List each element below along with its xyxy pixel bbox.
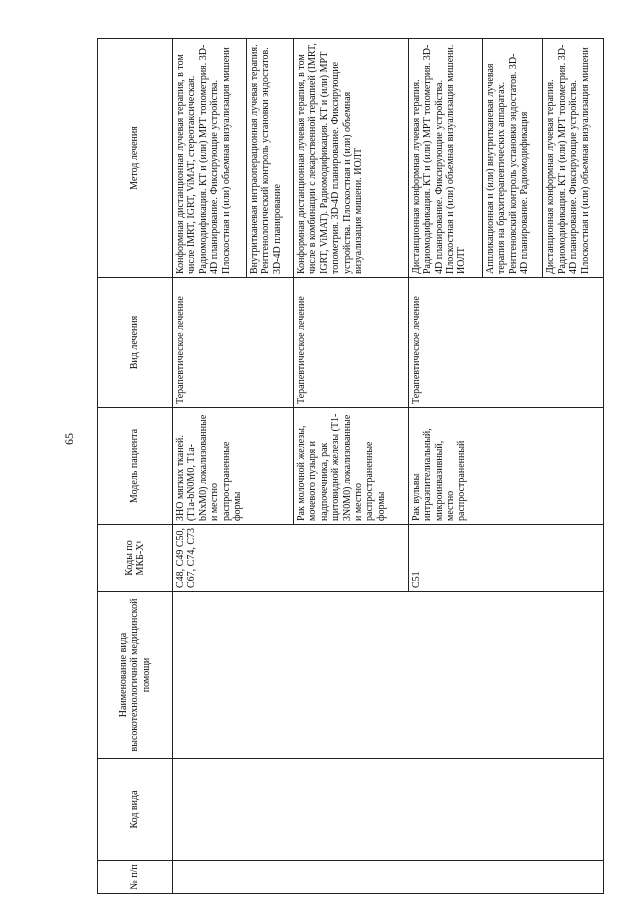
header-treatment-type: Вид лечения	[98, 278, 173, 408]
cell-treatment-type: Терапевтическое лечение	[408, 278, 603, 408]
header-icd-codes: Коды по МКБ-X¹	[98, 525, 173, 592]
cell-treatment-method: Дистанционная конформная лучевая терапия. Радиомодификация. КТ и (или) МРТ топометрия. 3D-4D планирование. Фиксирующие устройства. Плоскостная и (или) объемная визуализация мишени. ИОЛТ	[408, 39, 482, 278]
page-number: 65	[62, 433, 76, 445]
cell-treatment-method: Дистанционная конформная лучевая терапия. Радиомодификация. КТ и (или) МРТ топометрия. 3D-4D планирование. Фиксирующие устройства. Плоскостная и (или) объемная визуализация мишени	[543, 39, 604, 278]
cell-patient-model: Рак вульвы интраэпителиальный, микроинвазивный, местно распространенный	[408, 408, 603, 525]
cell-treatment-type: Терапевтическое лечение	[173, 278, 294, 408]
cell-patient-model: ЗНО мягких тканей. (T1a-bN0M0, T1a-bNxM0) локализованные и местно распространенные формы	[173, 408, 294, 525]
cell-patient-model: Рак молочной железы, мочевого пузыря и надпочечника, рак щитовидной железы (T1-3N0M0) локализованные и местно распространенные формы	[293, 408, 408, 525]
cell-num	[173, 861, 604, 894]
cell-type-code	[173, 759, 604, 861]
cell-treatment-method: Конформная дистанционная лучевая терапия, в том числе IMRT, IGRT, ViMAT, стереотаксическая. Радиомодификация. КТ и (или) МРТ топометрия. 3D-4D планирование. Фиксирующие устройства. Плоскостная и (или) объемная визуализация мишени	[173, 39, 247, 278]
rotated-page	[97, 39, 604, 894]
header-treatment-method: Метод лечения	[98, 39, 173, 278]
cell-treatment-method: Внутритканевая интраоперационная лучевая терапия. Рентгенологический контроль установки эндостатов. 3D-4D планирование	[247, 39, 294, 278]
table-row	[173, 39, 247, 894]
cell-icd-codes: C48, C49 C50, C67, C74, C73	[173, 525, 409, 592]
header-care-name: Наименование вида высокотехнологичной медицинской помощи	[98, 592, 173, 759]
header-type-code: Код вида	[98, 759, 173, 861]
cell-treatment-method: Аппликационная и (или) внутритканевая лучевая терапия на брахитерапевтических аппаратах. Рентгеновский контроль установки эндостатов. 3D-4D планирование. Радиомодификация	[483, 39, 543, 278]
header-patient-model: Модель пациента	[98, 408, 173, 525]
cell-treatment-type: Терапевтическое лечение	[293, 278, 408, 408]
table-header-row	[98, 39, 173, 894]
header-num: № п/п	[98, 861, 173, 894]
treatment-table	[97, 38, 604, 894]
cell-care-name	[173, 592, 604, 759]
cell-treatment-method: Конформная дистанционная лучевая терапия, в том числе в комбинации с лекарственной терапией (IMRT, IGRT, ViMAT). Радиомодификация. КТ и (или) МРТ топометрия. 3D-4D планирование. Фиксирующие устройства. Плоскостная и (или) объемная визуализация мишени. ИОЛТ	[293, 39, 408, 278]
cell-icd-codes: C51	[408, 525, 603, 592]
